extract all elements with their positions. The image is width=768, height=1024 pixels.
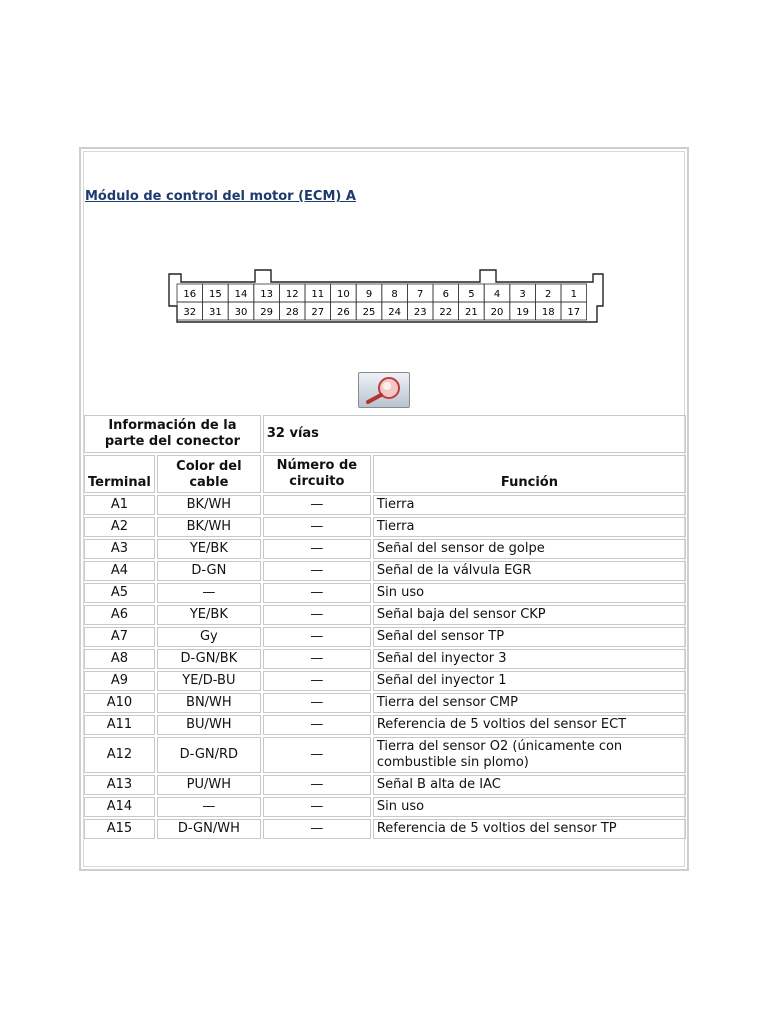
wire-color-cell: PU/WH: [157, 775, 261, 795]
wire-color-cell: —: [157, 797, 261, 817]
terminal-cell: A1: [84, 495, 155, 515]
pin-number: 11: [311, 289, 325, 300]
circuit-number-cell: —: [263, 627, 371, 647]
terminal-cell: A5: [84, 583, 155, 603]
pin-number: 13: [260, 289, 273, 300]
function-cell: Tierra: [373, 495, 686, 515]
function-cell: Referencia de 5 voltios del sensor TP: [373, 819, 686, 839]
wire-color-cell: YE/BK: [157, 605, 261, 625]
connector-diagram: [167, 262, 607, 332]
function-cell: Tierra: [373, 517, 686, 537]
header-row: [84, 455, 686, 493]
terminal-cell: A13: [84, 775, 155, 795]
pin-number: 4: [493, 289, 501, 300]
pin-number: 8: [391, 289, 398, 300]
pin-number: 3: [519, 289, 526, 300]
pin-number: 16: [183, 289, 197, 300]
wire-color-cell: BN/WH: [157, 693, 261, 713]
terminal-cell: A15: [84, 819, 155, 839]
pin-grid: [177, 284, 587, 320]
table-row: [84, 605, 686, 625]
wire-color-cell: —: [157, 583, 261, 603]
pin-number: 30: [234, 307, 248, 318]
table-row: [84, 775, 686, 795]
pin-number: 12: [285, 289, 299, 300]
function-cell: Señal del inyector 1: [373, 671, 686, 691]
pin-number: 15: [209, 289, 222, 300]
header-function: Función: [373, 455, 686, 493]
pin-number: 5: [468, 289, 475, 300]
wire-color-cell: D-GN: [157, 561, 261, 581]
pin-number: 2: [545, 289, 552, 300]
function-cell: Tierra del sensor CMP: [373, 693, 686, 713]
header-terminal: Terminal: [84, 455, 155, 493]
table-row: [84, 583, 686, 603]
pin-number: 23: [413, 307, 427, 318]
wire-color-cell: D-GN/WH: [157, 819, 261, 839]
terminal-cell: A4: [84, 561, 155, 581]
circuit-number-cell: —: [263, 583, 371, 603]
zoom-button[interactable]: [358, 372, 410, 408]
pin-number: 27: [311, 307, 325, 318]
table-row: [84, 671, 686, 691]
wire-color-cell: BU/WH: [157, 715, 261, 735]
circuit-number-cell: —: [263, 671, 371, 691]
circuit-number-cell: —: [263, 693, 371, 713]
function-cell: Señal de la válvula EGR: [373, 561, 686, 581]
pin-number: 1: [570, 289, 577, 300]
function-cell: Tierra del sensor O2 (únicamente con combustible sin plomo): [373, 737, 686, 773]
pin-number: 24: [388, 307, 401, 318]
terminal-cell: A14: [84, 797, 155, 817]
function-cell: Señal del sensor de golpe: [373, 539, 686, 559]
info-value: 32 vías: [263, 415, 686, 453]
circuit-number-cell: —: [263, 797, 371, 817]
pin-number: 26: [337, 307, 350, 318]
circuit-number-cell: —: [263, 495, 371, 515]
terminal-cell: A2: [84, 517, 155, 537]
wire-color-cell: YE/D-BU: [157, 671, 261, 691]
pin-number: 19: [516, 307, 529, 318]
pin-number: 31: [209, 307, 222, 318]
wire-color-cell: D-GN/BK: [157, 649, 261, 669]
table-row: [84, 819, 686, 839]
circuit-number-cell: —: [263, 517, 371, 537]
document-frame: [79, 147, 689, 871]
function-cell: Señal baja del sensor CKP: [373, 605, 686, 625]
table-row: [84, 627, 686, 647]
terminal-cell: A10: [84, 693, 155, 713]
page-title: Módulo de control del motor (ECM) A: [85, 189, 356, 204]
terminal-cell: A9: [84, 671, 155, 691]
circuit-number-cell: —: [263, 775, 371, 795]
circuit-number-cell: —: [263, 561, 371, 581]
pin-number: 21: [465, 307, 478, 318]
table-row: [84, 715, 686, 735]
wire-color-cell: Gy: [157, 627, 261, 647]
pin-number: 32: [183, 307, 197, 318]
wire-color-cell: D-GN/RD: [157, 737, 261, 773]
circuit-number-cell: —: [263, 715, 371, 735]
pin-number: 7: [417, 289, 424, 300]
pin-number: 20: [490, 307, 504, 318]
circuit-number-cell: —: [263, 819, 371, 839]
table-row: [84, 495, 686, 515]
terminal-cell: A3: [84, 539, 155, 559]
pin-number: 25: [362, 307, 376, 318]
pin-number: 29: [260, 307, 273, 318]
pin-number: 28: [285, 307, 299, 318]
function-cell: Sin uso: [373, 583, 686, 603]
pin-number: 9: [365, 289, 373, 300]
wire-color-cell: YE/BK: [157, 539, 261, 559]
terminal-cell: A7: [84, 627, 155, 647]
header-circuit: Número de circuito: [263, 455, 371, 493]
pin-number: 10: [337, 289, 350, 300]
pin-number: 18: [541, 307, 555, 318]
circuit-number-cell: —: [263, 539, 371, 559]
circuit-number-cell: —: [263, 737, 371, 773]
info-row: [84, 415, 686, 453]
table-row: [84, 649, 686, 669]
pin-number: 22: [439, 307, 453, 318]
table-row: [84, 539, 686, 559]
terminal-cell: A12: [84, 737, 155, 773]
circuit-number-cell: —: [263, 605, 371, 625]
wire-color-cell: BK/WH: [157, 495, 261, 515]
pin-number: 17: [567, 307, 581, 318]
pin-number: 6: [442, 289, 449, 300]
circuit-number-cell: —: [263, 649, 371, 669]
pin-number: 14: [234, 289, 248, 300]
wire-color-cell: BK/WH: [157, 517, 261, 537]
table-row: [84, 693, 686, 713]
table-row: [84, 797, 686, 817]
terminal-cell: A8: [84, 649, 155, 669]
function-cell: Señal B alta de IAC: [373, 775, 686, 795]
header-color: Color del cable: [157, 455, 261, 493]
pinout-table: [82, 413, 688, 841]
terminal-cell: A6: [84, 605, 155, 625]
table-row: [84, 517, 686, 537]
magnifier-icon: [359, 373, 409, 407]
info-label: Información de la parte del conector: [84, 415, 261, 453]
function-cell: Señal del sensor TP: [373, 627, 686, 647]
table-row: [84, 561, 686, 581]
function-cell: Referencia de 5 voltios del sensor ECT: [373, 715, 686, 735]
terminal-cell: A11: [84, 715, 155, 735]
function-cell: Sin uso: [373, 797, 686, 817]
table-row: [84, 737, 686, 773]
function-cell: Señal del inyector 3: [373, 649, 686, 669]
